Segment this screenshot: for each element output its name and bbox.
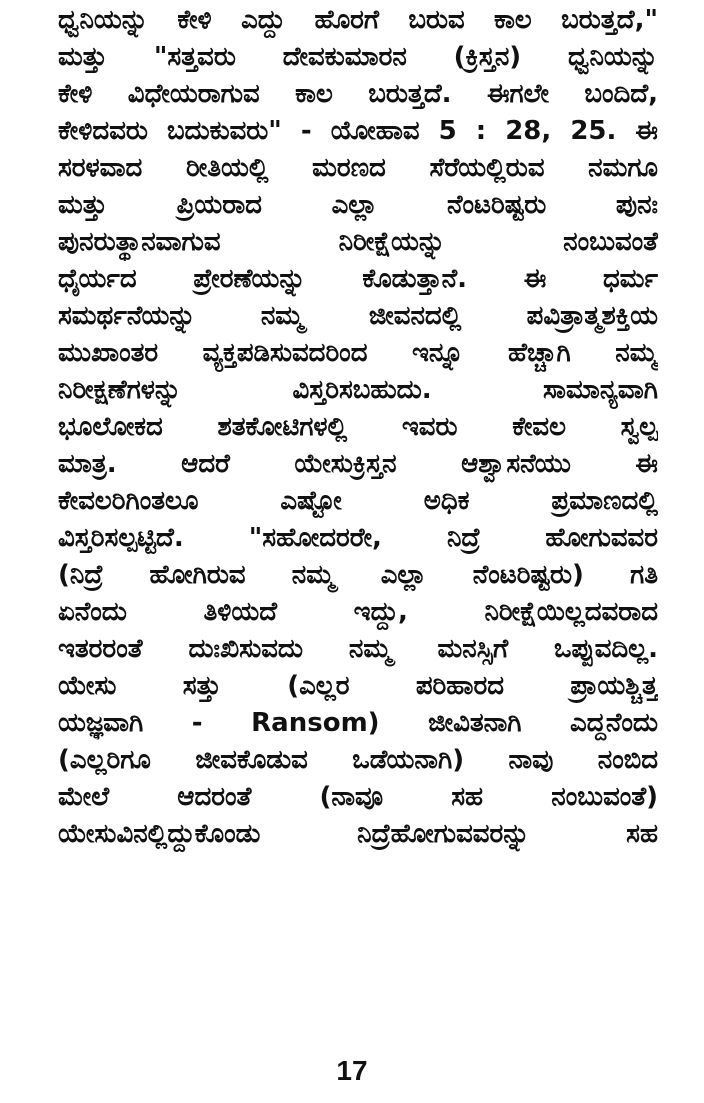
- text-line-18: ಇತರರಂತೆ ದುಃಖಿಸುವದು ನಮ್ಮ ಮನಸ್ಸಿಗೆ ಒಪ್ಪುವದಿಲ್ಲ.: [58, 634, 658, 664]
- text-line-10: ಮುಖಾಂತರ ವ್ಯಕ್ತಪಡಿಸುವದರಿಂದ ಇನ್ನೂ ಹೆಚ್ಚಾಗಿ ನಮ್ಮ: [58, 338, 658, 368]
- text-line-4: ಕೇಳಿದವರು ಬದುಕುವರು" - ಯೋಹಾವ 5 : 28, 25. ಈ: [58, 116, 658, 146]
- text-line-22: ಮೇಲೆ ಆದರಂತೆ (ನಾವೂ ಸಹ ನಂಬುವಂತೆ): [58, 782, 658, 812]
- text-line-5: ಸರಳವಾದ ರೀತಿಯಲ್ಲಿ ಮರಣದ ಸೆರೆಯಲ್ಲಿರುವ ನಮಗೂ: [58, 153, 658, 183]
- text-line-8: ಧೈರ್ಯದ ಪ್ರೇರಣೆಯನ್ನು ಕೊಡುತ್ತಾನೆ. ಈ ಧರ್ಮ: [58, 264, 658, 294]
- text-line-20: ಯಜ್ಞವಾಗಿ - Ransom) ಜೀವಿತನಾಗಿ ಎದ್ದನೆಂದು: [58, 708, 658, 738]
- text-line-23: ಯೇಸುವಿನಲ್ಲಿದ್ದುಕೊಂಡು ನಿದ್ರೆಹೋಗುವವರನ್ನು ಸಹ: [58, 819, 658, 849]
- text-line-11: ನಿರೀಕ್ಷಣೆಗಳನ್ನು ವಿಸ್ತರಿಸಬಹುದು. ಸಾಮಾನ್ಯವಾಗಿ: [58, 375, 658, 405]
- text-line-21: (ಎಲ್ಲರಿಗೂ ಜೀವಕೊಡುವ ಒಡೆಯನಾಗಿ) ನಾವು ನಂಬಿದ: [58, 745, 658, 775]
- text-line-7: ಪುನರುತ್ಥಾನವಾಗುವ ನಿರೀಕ್ಷೆಯನ್ನು ನಂಬುವಂತೆ: [58, 227, 658, 257]
- text-line-3: ಕೇಳಿ ವಿಧೇಯರಾಗುವ ಕಾಲ ಬರುತ್ತದೆ. ಈಗಲೇ ಬಂದಿದೆ,: [58, 79, 658, 109]
- text-line-12: ಭೂಲೋಕದ ಶತಕೋಟಿಗಳಲ್ಲಿ ಇವರು ಕೇವಲ ಸ್ವಲ್ಪ: [58, 412, 658, 442]
- text-line-16: (ನಿದ್ರೆ ಹೋಗಿರುವ ನಮ್ಮ ಎಲ್ಲಾ ನೆಂಟರಿಷ್ಟರು) ಗತಿ: [58, 560, 658, 590]
- text-line-17: ಏನೆಂದು ತಿಳಿಯದೆ ಇದ್ದು, ನಿರೀಕ್ಷೆಯಿಲ್ಲದವರಾದ: [58, 597, 658, 627]
- text-line-9: ಸಮರ್ಥನೆಯನ್ನು ನಮ್ಮ ಜೀವನದಲ್ಲಿ ಪವಿತ್ರಾತ್ಮಶಕ್ತಿಯ: [58, 301, 658, 331]
- text-line-1: ಧ್ವನಿಯನ್ನು ಕೇಳಿ ಎದ್ದು ಹೊರಗೆ ಬರುವ ಕಾಲ ಬರುತ್ತದೆ,": [58, 5, 658, 35]
- page-number: 17: [336, 1055, 368, 1086]
- text-line-15: ವಿಸ್ತರಿಸಲ್ಪಟ್ಟಿದೆ. "ಸಹೋದರರೇ, ನಿದ್ರೆ ಹೋಗುವವರ: [58, 523, 658, 553]
- text-line-14: ಕೇವಲರಿಗಿಂತಲೂ ಎಷ್ಟೋ ಅಧಿಕ ಪ್ರಮಾಣದಲ್ಲಿ: [58, 486, 658, 516]
- body-text: [58, 0, 658, 853]
- text-line-19: ಯೇಸು ಸತ್ತು (ಎಲ್ಲರ ಪರಿಹಾರದ ಪ್ರಾಯಶ್ಚಿತ್ತ: [58, 671, 658, 701]
- text-line-2: ಮತ್ತು "ಸತ್ತವರು ದೇವಕುಮಾರನ (ಕ್ರಿಸ್ತನ) ಧ್ವನಿಯನ್ನು: [58, 42, 658, 72]
- text-line-6: ಮತ್ತು ಪ್ರಿಯರಾದ ಎಲ್ಲಾ ನೆಂಟರಿಷ್ಟರು ಪುನಃ: [58, 190, 658, 220]
- text-line-13: ಮಾತ್ರ. ಆದರೆ ಯೇಸುಕ್ರಿಸ್ತನ ಆಶ್ವಾಸನೆಯು ಈ: [58, 449, 658, 479]
